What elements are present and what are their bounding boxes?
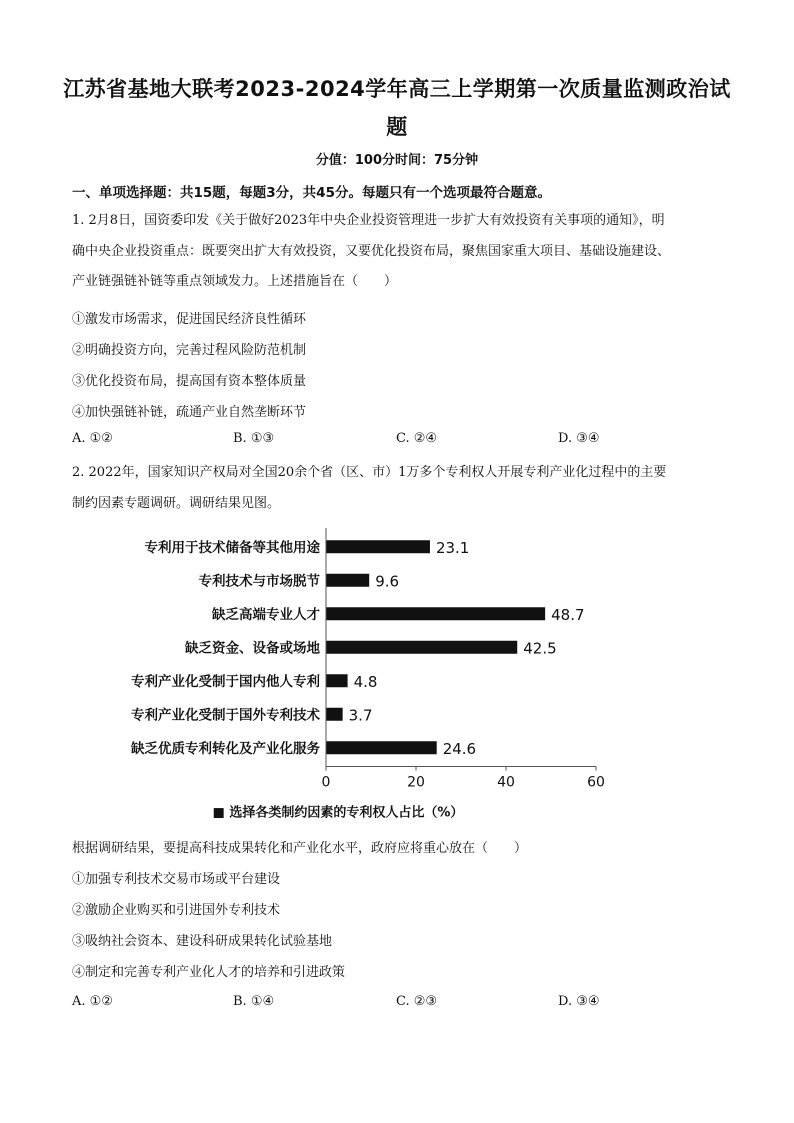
q1-option-d: D. ③④ [558,431,600,446]
category-label: 专利用于技术储备等其他用途 [144,539,320,556]
bar [326,741,437,754]
bar [326,674,348,687]
q1-option-c: C. ②④ [396,431,438,446]
x-tick-label: 0 [321,774,331,791]
q1-item-1: ①激发市场需求，促进国民经济良性循环 [72,312,307,327]
q1-options [72,431,722,451]
x-tick-label: 40 [497,774,515,791]
title-line-1: 江苏省基地大联考2023-2024学年高三上学期第一次质量监测政治试 [63,77,731,101]
q2-stem-line-2: 制约因素专题调研。调研结果见图。 [72,495,281,511]
q2-item-1: ①加强专利技术交易市场或平台建设 [72,872,281,887]
survey-bar-chart [70,520,630,820]
category-label: 缺乏优质专利转化及产业化服务 [131,740,320,757]
q2-question: 根据调研结果，要提高科技成果转化和产业化水平，政府应将重心放在（ ） [72,841,528,856]
section-heading: 一、单项选择题：共15题，每题3分，共45分。每题只有一个选项最符合题意。 [72,185,551,201]
value-label: 24.6 [442,739,477,758]
bar [326,708,343,721]
q2-option-a: A. ①② [72,994,113,1009]
q2-option-b: B. ①④ [233,994,275,1009]
q2-option-c: C. ②③ [396,994,438,1009]
category-label: 专利技术与市场脱节 [198,573,320,590]
q2-option-d: D. ③④ [558,994,600,1009]
title-line-2: 题 [386,115,408,139]
question-2-stem [72,458,722,519]
q2-stem-line-1: 2. 2022年，国家知识产权局对全国20余个省（区、市）1万多个专利权人开展专利产业化过程中的主要 [72,465,667,480]
chart-legend: ■ 选择各类制约因素的专利权人占比（%） [212,805,464,820]
q1-item-4: ④加快强链补链，疏通产业自然垄断环节 [72,405,307,420]
bar [326,607,545,620]
category-label: 缺乏高端专业人才 [212,606,320,623]
bar [326,540,430,553]
q2-item-2: ②激励企业购买和引进国外专利技术 [72,903,281,918]
document-title [60,70,734,146]
value-label: 3.7 [348,706,373,725]
value-label: 23.1 [435,538,470,557]
exam-meta: 分值：100分时间：75分钟 [315,153,479,168]
bar [326,574,369,587]
question-1-stem [72,206,722,298]
q1-option-b: B. ①③ [233,431,275,446]
bar [326,641,517,654]
q1-stem-line-3: 产业链强链补链等重点领域发力。上述措施旨在（ ） [72,274,398,289]
x-tick-label: 20 [407,774,425,791]
x-tick-label: 60 [587,774,605,791]
q2-options [72,994,722,1014]
value-label: 9.6 [375,572,400,591]
q1-option-a: A. ①② [72,431,113,446]
value-label: 42.5 [523,639,557,658]
q1-stem-line-2: 确中央企业投资重点：既要突出扩大有效投资，又要优化投资布局，聚焦国家重大项目、基础设施建设、 [72,243,671,259]
q1-item-3: ③优化投资布局，提高国有资本整体质量 [72,374,307,389]
category-label: 专利产业化受制于国内他人专利 [131,673,320,690]
value-label: 48.7 [551,605,585,624]
value-label: 4.8 [353,672,378,691]
q2-item-3: ③吸纳社会资本、建设科研成果转化试验基地 [72,934,333,949]
category-label: 缺乏资金、设备或场地 [185,640,320,657]
q2-item-4: ④制定和完善专利产业化人才的培养和引进政策 [72,965,346,980]
category-label: 专利产业化受制于国外专利技术 [131,707,320,724]
q1-stem-line-1: 1. 2月8日，国资委印发《关于做好2023年中央企业投资管理进一步扩大有效投资有关事项的通知》，明 [72,213,665,228]
q1-item-2: ②明确投资方向，完善过程风险防范机制 [72,343,307,358]
